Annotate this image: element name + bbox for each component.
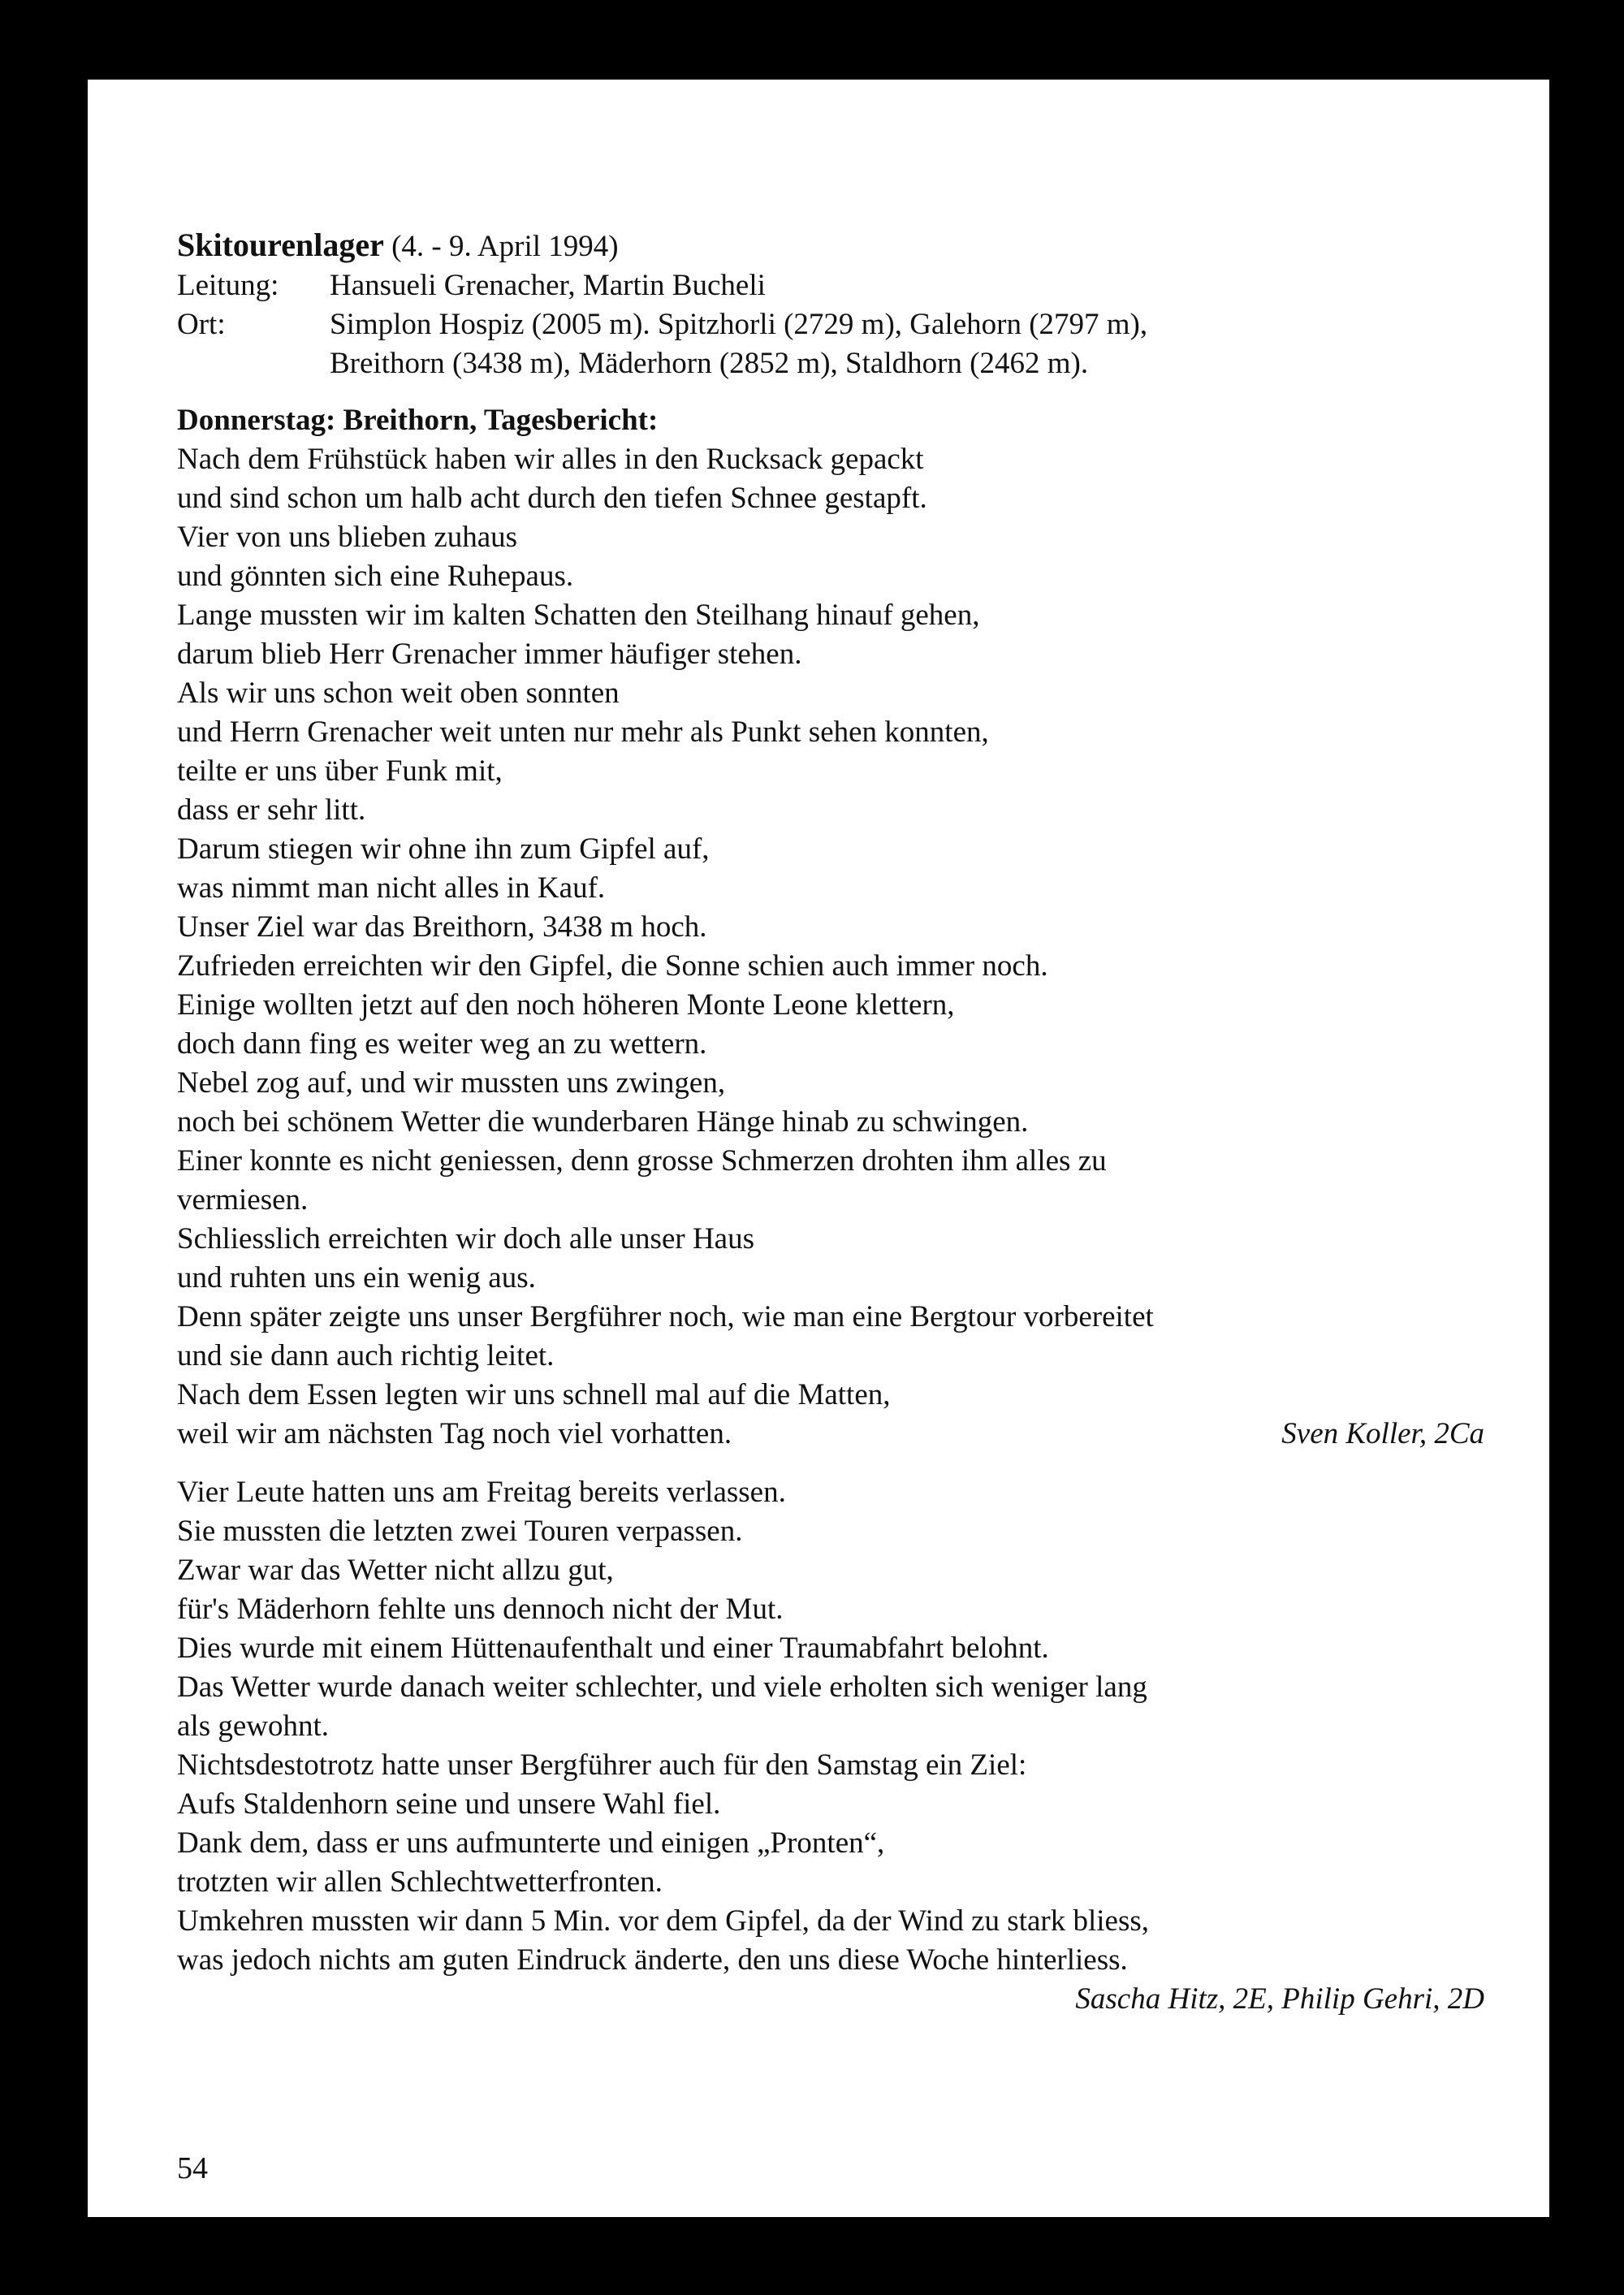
poem-line: und sind schon um halb acht durch den tiefen Schnee gestapft.: [177, 482, 927, 515]
article-dates: (4. - 9. April 1994): [391, 230, 619, 263]
poem-line: und Herrn Grenacher weit unten nur mehr als Punkt sehen konnten,: [177, 715, 989, 749]
poem-line: Vier Leute hatten uns am Freitag bereits verlassen.: [177, 1476, 786, 1509]
poem-line: darum blieb Herr Grenacher immer häufiger stehen.: [177, 638, 802, 671]
poem-line: Darum stiegen wir ohne ihn zum Gipfel auf,: [177, 832, 710, 866]
poem-line: Sie mussten die letzten zwei Touren verpassen.: [177, 1515, 743, 1548]
poem-line: und gönnten sich eine Ruhepaus.: [177, 560, 574, 593]
document-page: [88, 80, 1549, 2217]
leitung-label: Leitung:: [177, 269, 279, 302]
poem-line: Schliesslich erreichten wir doch alle unser Haus: [177, 1222, 754, 1256]
poem-line: Lange mussten wir im kalten Schatten den Steilhang hinauf gehen,: [177, 599, 980, 632]
leitung-row: [177, 266, 1509, 305]
article-title: Skitourenlager: [177, 227, 384, 263]
ort-line: Breithorn (3438 m), Mäderhorn (2852 m), Staldhorn (2462 m).: [330, 347, 1089, 380]
poem-line: was jedoch nichts am guten Eindruck änderte, den uns diese Woche hinterliess.: [177, 1943, 1128, 1977]
ort-row: [177, 305, 1509, 383]
poem-line: noch bei schönem Wetter die wunderbaren Hänge hinab zu schwingen.: [177, 1105, 1029, 1139]
poem-line: und ruhten uns ein wenig aus.: [177, 1261, 536, 1294]
poem-line: und sie dann auch richtig leitet.: [177, 1339, 555, 1372]
section-title: Donnerstag: Breithorn, Tagesbericht:: [177, 404, 659, 437]
poem-line: Einige wollten jetzt auf den noch höheren Monte Leone klettern,: [177, 988, 955, 1022]
poem-line: Zwar war das Wetter nicht allzu gut,: [177, 1554, 614, 1587]
poem-line: vermiesen.: [177, 1183, 309, 1217]
article-heading: [177, 226, 1509, 266]
poem-line: Dies wurde mit einem Hüttenaufenthalt und einer Traumabfahrt belohnt.: [177, 1632, 1049, 1665]
article-body: [177, 226, 1509, 2019]
poem-line: trotzten wir allen Schlechtwetterfronten.: [177, 1865, 663, 1899]
author-signature: Sven Koller, 2Ca: [1281, 1417, 1484, 1450]
poem-line: Unser Ziel war das Breithorn, 3438 m hoch.: [177, 910, 707, 944]
poem-last-line-row: [177, 1415, 1509, 1454]
author-signature: Sascha Hitz, 2E, Philip Gehri, 2D: [1075, 1982, 1484, 2016]
page-number: 54: [177, 2151, 208, 2185]
poem-line: Nebel zog auf, und wir mussten uns zwingen,: [177, 1066, 726, 1100]
ort-line: Simplon Hospiz (2005 m). Spitzhorli (2729 m), Galehorn (2797 m),: [330, 308, 1148, 341]
leitung-value: Hansueli Grenacher, Martin Bucheli: [330, 269, 766, 302]
poem-line: als gewohnt.: [177, 1709, 330, 1743]
poem-line: Das Wetter wurde danach weiter schlechter, und viele erholten sich weniger lang: [177, 1670, 1147, 1704]
poem-line: Nach dem Essen legten wir uns schnell mal auf die Matten,: [177, 1378, 891, 1411]
poem-line: Dank dem, dass er uns aufmunterte und einigen „Pronten“,: [177, 1826, 885, 1860]
poem-line: Einer konnte es nicht geniessen, denn grosse Schmerzen drohten ihm alles zu: [177, 1144, 1107, 1178]
poem-line: was nimmt man nicht alles in Kauf.: [177, 871, 606, 905]
poem-section-1: [177, 440, 1509, 1454]
poem-line: Denn später zeigte uns unser Bergführer noch, wie man eine Bergtour vorbereitet: [177, 1300, 1154, 1333]
poem-line: weil wir am nächsten Tag noch viel vorhatten.: [177, 1417, 732, 1450]
ort-label: Ort:: [177, 308, 226, 341]
poem-line: Zufrieden erreichten wir den Gipfel, die Sonne schien auch immer noch.: [177, 949, 1048, 983]
poem-line: Nach dem Frühstück haben wir alles in den Rucksack gepackt: [177, 443, 924, 476]
poem-line: Als wir uns schon weit oben sonnten: [177, 676, 620, 710]
poem-section-2: [177, 1473, 1509, 2019]
poem-line: teilte er uns über Funk mit,: [177, 754, 503, 788]
poem-line: Aufs Staldenhorn seine und unsere Wahl fiel.: [177, 1787, 721, 1821]
ort-value: [330, 305, 1509, 383]
poem-line: für's Mäderhorn fehlte uns dennoch nicht der Mut.: [177, 1593, 784, 1626]
poem-line: Umkehren mussten wir dann 5 Min. vor dem Gipfel, da der Wind zu stark bliess,: [177, 1904, 1150, 1938]
poem-line: Nichtsdestotrotz hatte unser Bergführer auch für den Samstag ein Ziel:: [177, 1748, 1027, 1782]
poem-line: doch dann fing es weiter weg an zu wettern.: [177, 1027, 707, 1061]
poem-line: Vier von uns blieben zuhaus: [177, 521, 518, 554]
poem-line: dass er sehr litt.: [177, 793, 366, 827]
